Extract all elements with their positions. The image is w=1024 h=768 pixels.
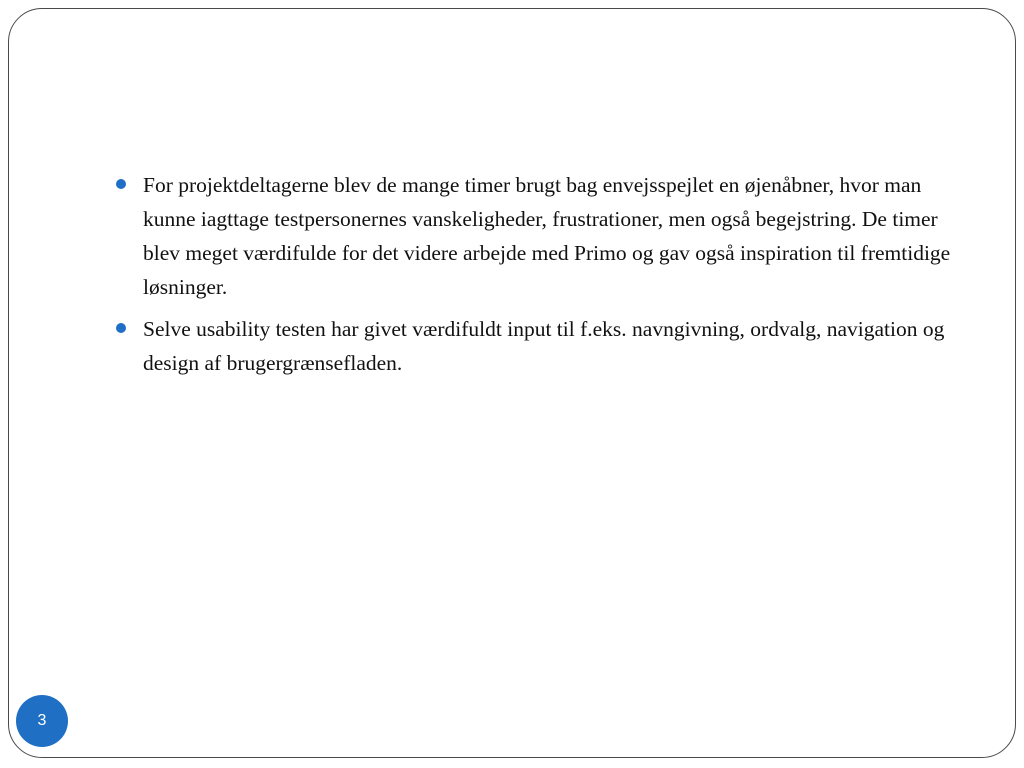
- slide-number-badge: [16, 695, 68, 747]
- slide-number: 3: [37, 712, 47, 729]
- bullet-text: For projektdeltagerne blev de mange timer brugt bag envejsspejlet en øjenåbner, hvor man kunne iagttage testpersonernes vanskeligheder, frustrationer, men også begejstring. De timer blev meget værdifulde for det videre arbejde med Primo og gav også inspiration til fremtidige løsninger.: [143, 173, 951, 299]
- bullet-list: [143, 168, 963, 388]
- bullet-item: [143, 168, 963, 304]
- bullet-text: Selve usability testen har givet værdifuldt input til f.eks. navngivning, ordvalg, navigation og design af brugergrænsefladen.: [143, 317, 945, 375]
- bullet-dot-icon: [116, 179, 126, 189]
- bullet-item: [143, 312, 963, 380]
- bullet-dot-icon: [116, 323, 126, 333]
